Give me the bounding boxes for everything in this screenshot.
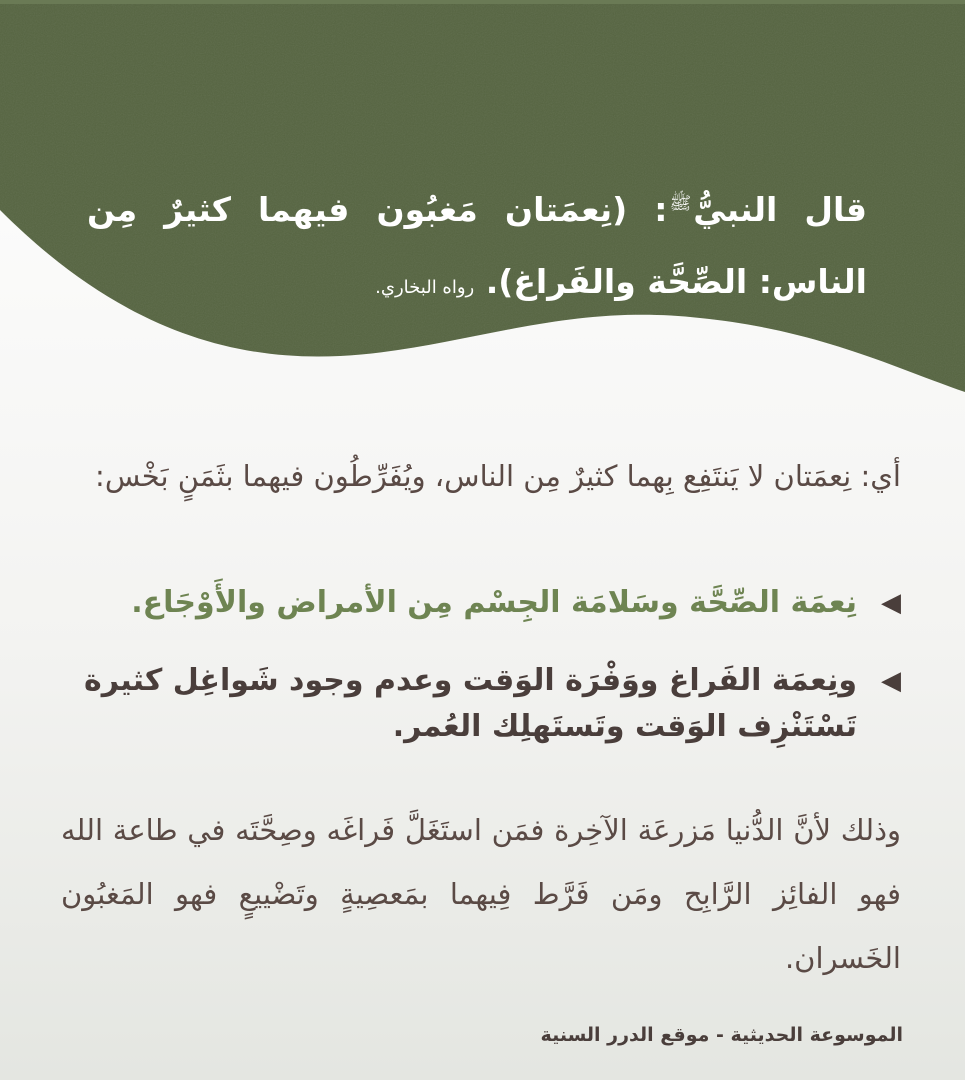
hadith-intro: قال النبيُّ xyxy=(693,190,867,229)
hadith-quote xyxy=(87,168,867,324)
bullet-arrow-icon: ◀ xyxy=(881,588,901,618)
hadith-text: : (نِعمَتان مَغبُون فيهما كثيرٌ مِن الناس: الصِّحَّة والفَراغ). xyxy=(87,190,867,301)
bullet-item-health xyxy=(61,580,901,626)
reason-paragraph: وذلك لأنَّ الدُّنيا مَزرعَة الآخِرة فمَن استَغَلَّ فَراغَه وصِحَّتَه في طاعة الله فهو الفائِز الرَّابِح ومَن فَرَّط فِيهما بمَعصِيةٍ وتَضْييعٍ فهو المَغبُون الخَسران. xyxy=(61,813,901,975)
hadith-source: رواه البخاري. xyxy=(375,277,475,298)
bullet-text: ونِعمَة الفَراغ ووَفْرَة الوَقت وعدم وجود شَواغِل كثيرة تَسْتَنْزِف الوَقت وتَستَهلِك العُمر. xyxy=(83,663,857,744)
explanation-text: أي: نِعمَتان لا يَنتَفِع بِهما كثيرٌ مِن الناس، ويُفَرِّطُون فيهما بثَمَنٍ بَخْس: xyxy=(95,459,901,493)
honorific-glyph: ﷺ xyxy=(669,193,692,214)
bullet-arrow-icon: ◀ xyxy=(881,666,901,696)
bullet-text: نِعمَة الصِّحَّة وسَلامَة الجِسْم مِن الأمراض والأَوْجَاع. xyxy=(131,585,857,620)
bullet-list xyxy=(61,580,901,782)
footer-credit: الموسوعة الحديثية - موقع الدرر السنية xyxy=(540,1024,903,1046)
bullet-item-free-time xyxy=(61,658,901,750)
